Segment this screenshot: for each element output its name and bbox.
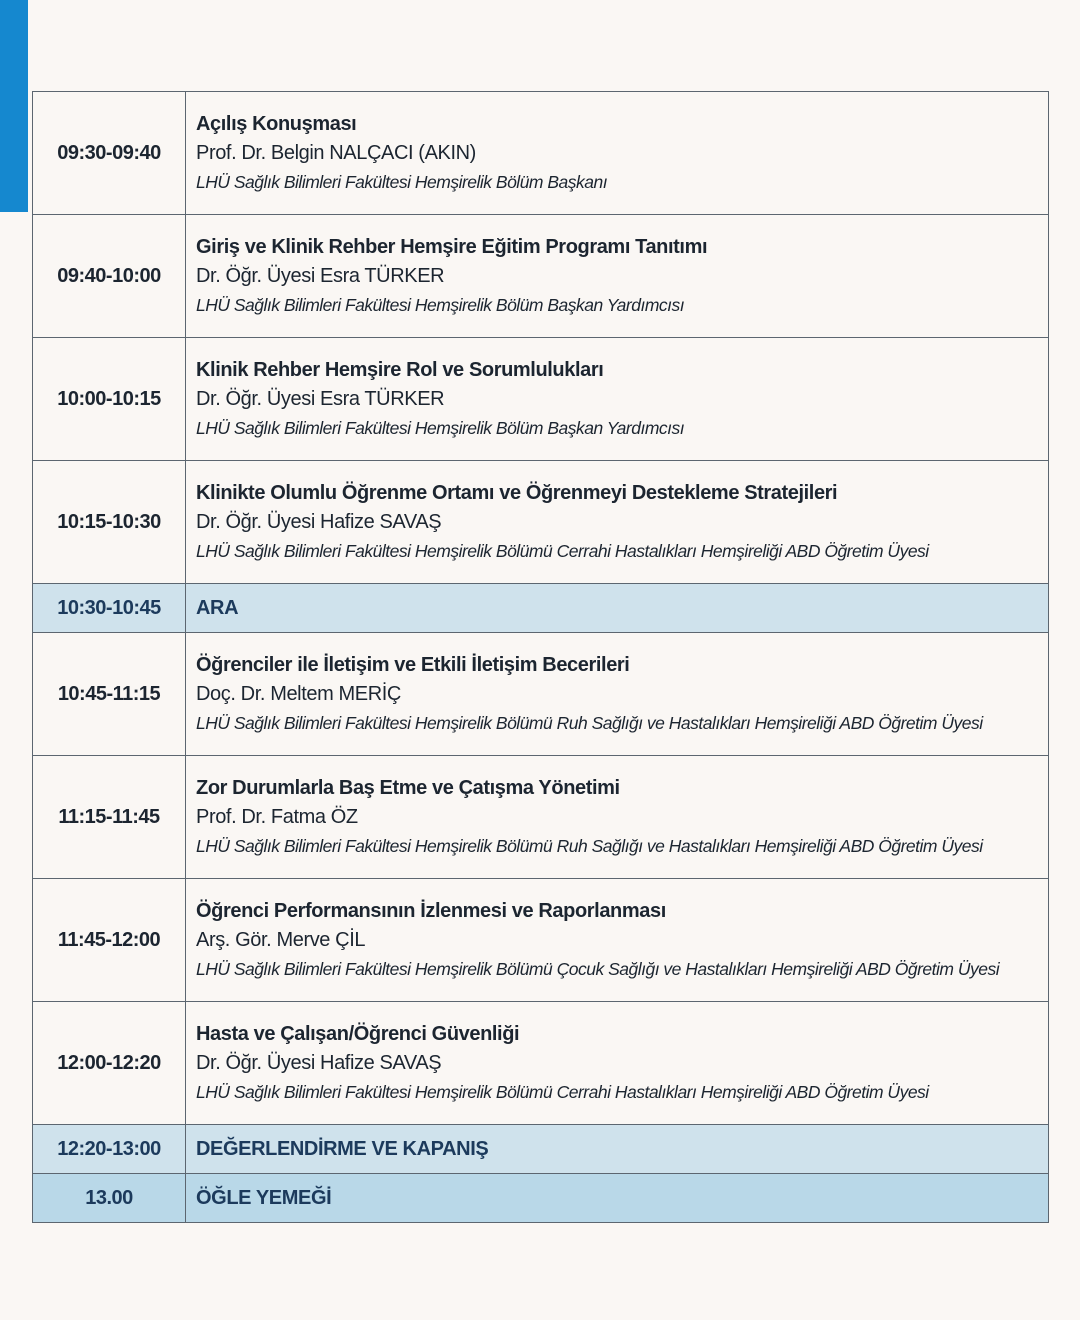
session-speaker: Arş. Gör. Merve ÇİL bbox=[196, 929, 366, 951]
session-affiliation: LHÜ Sağlık Bilimleri Fakültesi Hemşirelik Bölümü Ruh Sağlığı ve Hastalıkları Hemşireliği ABD Öğretim Üyesi bbox=[196, 836, 983, 856]
program-row bbox=[33, 338, 1049, 461]
session-title: Öğrenci Performansının İzlenmesi ve Raporlanması bbox=[196, 900, 666, 922]
session-time: 10:15-10:30 bbox=[33, 461, 186, 583]
session-content bbox=[186, 756, 1048, 878]
session-title: Öğrenciler ile İletişim ve Etkili İletişim Becerileri bbox=[196, 654, 630, 676]
session-speaker: Dr. Öğr. Üyesi Esra TÜRKER bbox=[196, 265, 445, 287]
lunch-row bbox=[33, 1174, 1049, 1223]
session-title: Hasta ve Çalışan/Öğrenci Güvenliği bbox=[196, 1023, 520, 1045]
session-content bbox=[186, 338, 1048, 460]
session-affiliation: LHÜ Sağlık Bilimleri Fakültesi Hemşirelik Bölümü Cerrahi Hastalıkları Hemşireliği ABD Öğretim Üyesi bbox=[196, 1082, 929, 1102]
break-content bbox=[186, 584, 1048, 632]
session-time: 12:00-12:20 bbox=[33, 1002, 186, 1124]
session-time: 11:45-12:00 bbox=[33, 879, 186, 1001]
session-affiliation: LHÜ Sağlık Bilimleri Fakültesi Hemşirelik Bölüm Başkan Yardımcısı bbox=[196, 418, 685, 438]
program-row bbox=[33, 461, 1049, 584]
session-speaker: Prof. Dr. Fatma ÖZ bbox=[196, 806, 358, 828]
program-row bbox=[33, 756, 1049, 879]
session-title: Zor Durumlarla Baş Etme ve Çatışma Yönetimi bbox=[196, 777, 620, 799]
session-content bbox=[186, 92, 1048, 214]
closing-label: DEĞERLENDİRME VE KAPANIŞ bbox=[196, 1137, 489, 1160]
session-time: 11:15-11:45 bbox=[33, 756, 186, 878]
session-speaker: Doç. Dr. Meltem MERİÇ bbox=[196, 683, 401, 705]
program-row bbox=[33, 633, 1049, 756]
session-time: 10:00-10:15 bbox=[33, 338, 186, 460]
session-speaker: Dr. Öğr. Üyesi Esra TÜRKER bbox=[196, 388, 445, 410]
session-time: 10:45-11:15 bbox=[33, 633, 186, 755]
session-title: Klinik Rehber Hemşire Rol ve Sorumlulukları bbox=[196, 359, 604, 381]
program-table bbox=[32, 91, 1049, 1223]
session-title: Giriş ve Klinik Rehber Hemşire Eğitim Programı Tanıtımı bbox=[196, 236, 708, 258]
session-content bbox=[186, 461, 1048, 583]
break-time: 10:30-10:45 bbox=[33, 584, 186, 632]
session-speaker: Dr. Öğr. Üyesi Hafize SAVAŞ bbox=[196, 511, 442, 533]
program-row bbox=[33, 215, 1049, 338]
break-row bbox=[33, 584, 1049, 633]
session-content bbox=[186, 1002, 1048, 1124]
session-speaker: Prof. Dr. Belgin NALÇACI (AKIN) bbox=[196, 142, 476, 164]
accent-bar bbox=[0, 0, 28, 212]
program-row bbox=[33, 92, 1049, 215]
session-time: 09:30-09:40 bbox=[33, 92, 186, 214]
session-affiliation: LHÜ Sağlık Bilimleri Fakültesi Hemşirelik Bölüm Başkanı bbox=[196, 172, 608, 192]
session-affiliation: LHÜ Sağlık Bilimleri Fakültesi Hemşirelik Bölümü Ruh Sağlığı ve Hastalıkları Hemşireliği ABD Öğretim Üyesi bbox=[196, 713, 983, 733]
session-affiliation: LHÜ Sağlık Bilimleri Fakültesi Hemşirelik Bölümü Cerrahi Hastalıkları Hemşireliği ABD Öğretim Üyesi bbox=[196, 541, 929, 561]
session-affiliation: LHÜ Sağlık Bilimleri Fakültesi Hemşirelik Bölüm Başkan Yardımcısı bbox=[196, 295, 685, 315]
session-content bbox=[186, 879, 1048, 1001]
lunch-time: 13.00 bbox=[33, 1174, 186, 1222]
session-content bbox=[186, 633, 1048, 755]
program-row bbox=[33, 879, 1049, 1002]
break-label: ARA bbox=[196, 596, 239, 619]
session-title: Klinikte Olumlu Öğrenme Ortamı ve Öğrenmeyi Destekleme Stratejileri bbox=[196, 482, 838, 504]
session-time: 09:40-10:00 bbox=[33, 215, 186, 337]
lunch-label: ÖĞLE YEMEĞİ bbox=[196, 1186, 332, 1209]
closing-time: 12:20-13:00 bbox=[33, 1125, 186, 1173]
session-speaker: Dr. Öğr. Üyesi Hafize SAVAŞ bbox=[196, 1052, 442, 1074]
session-affiliation: LHÜ Sağlık Bilimleri Fakültesi Hemşirelik Bölümü Çocuk Sağlığı ve Hastalıkları Hemşireliği ABD Öğretim Üyesi bbox=[196, 959, 1000, 979]
program-row bbox=[33, 1002, 1049, 1125]
session-title: Açılış Konuşması bbox=[196, 113, 357, 135]
closing-row bbox=[33, 1125, 1049, 1174]
session-content bbox=[186, 215, 1048, 337]
lunch-content bbox=[186, 1174, 1048, 1222]
closing-content bbox=[186, 1125, 1048, 1173]
